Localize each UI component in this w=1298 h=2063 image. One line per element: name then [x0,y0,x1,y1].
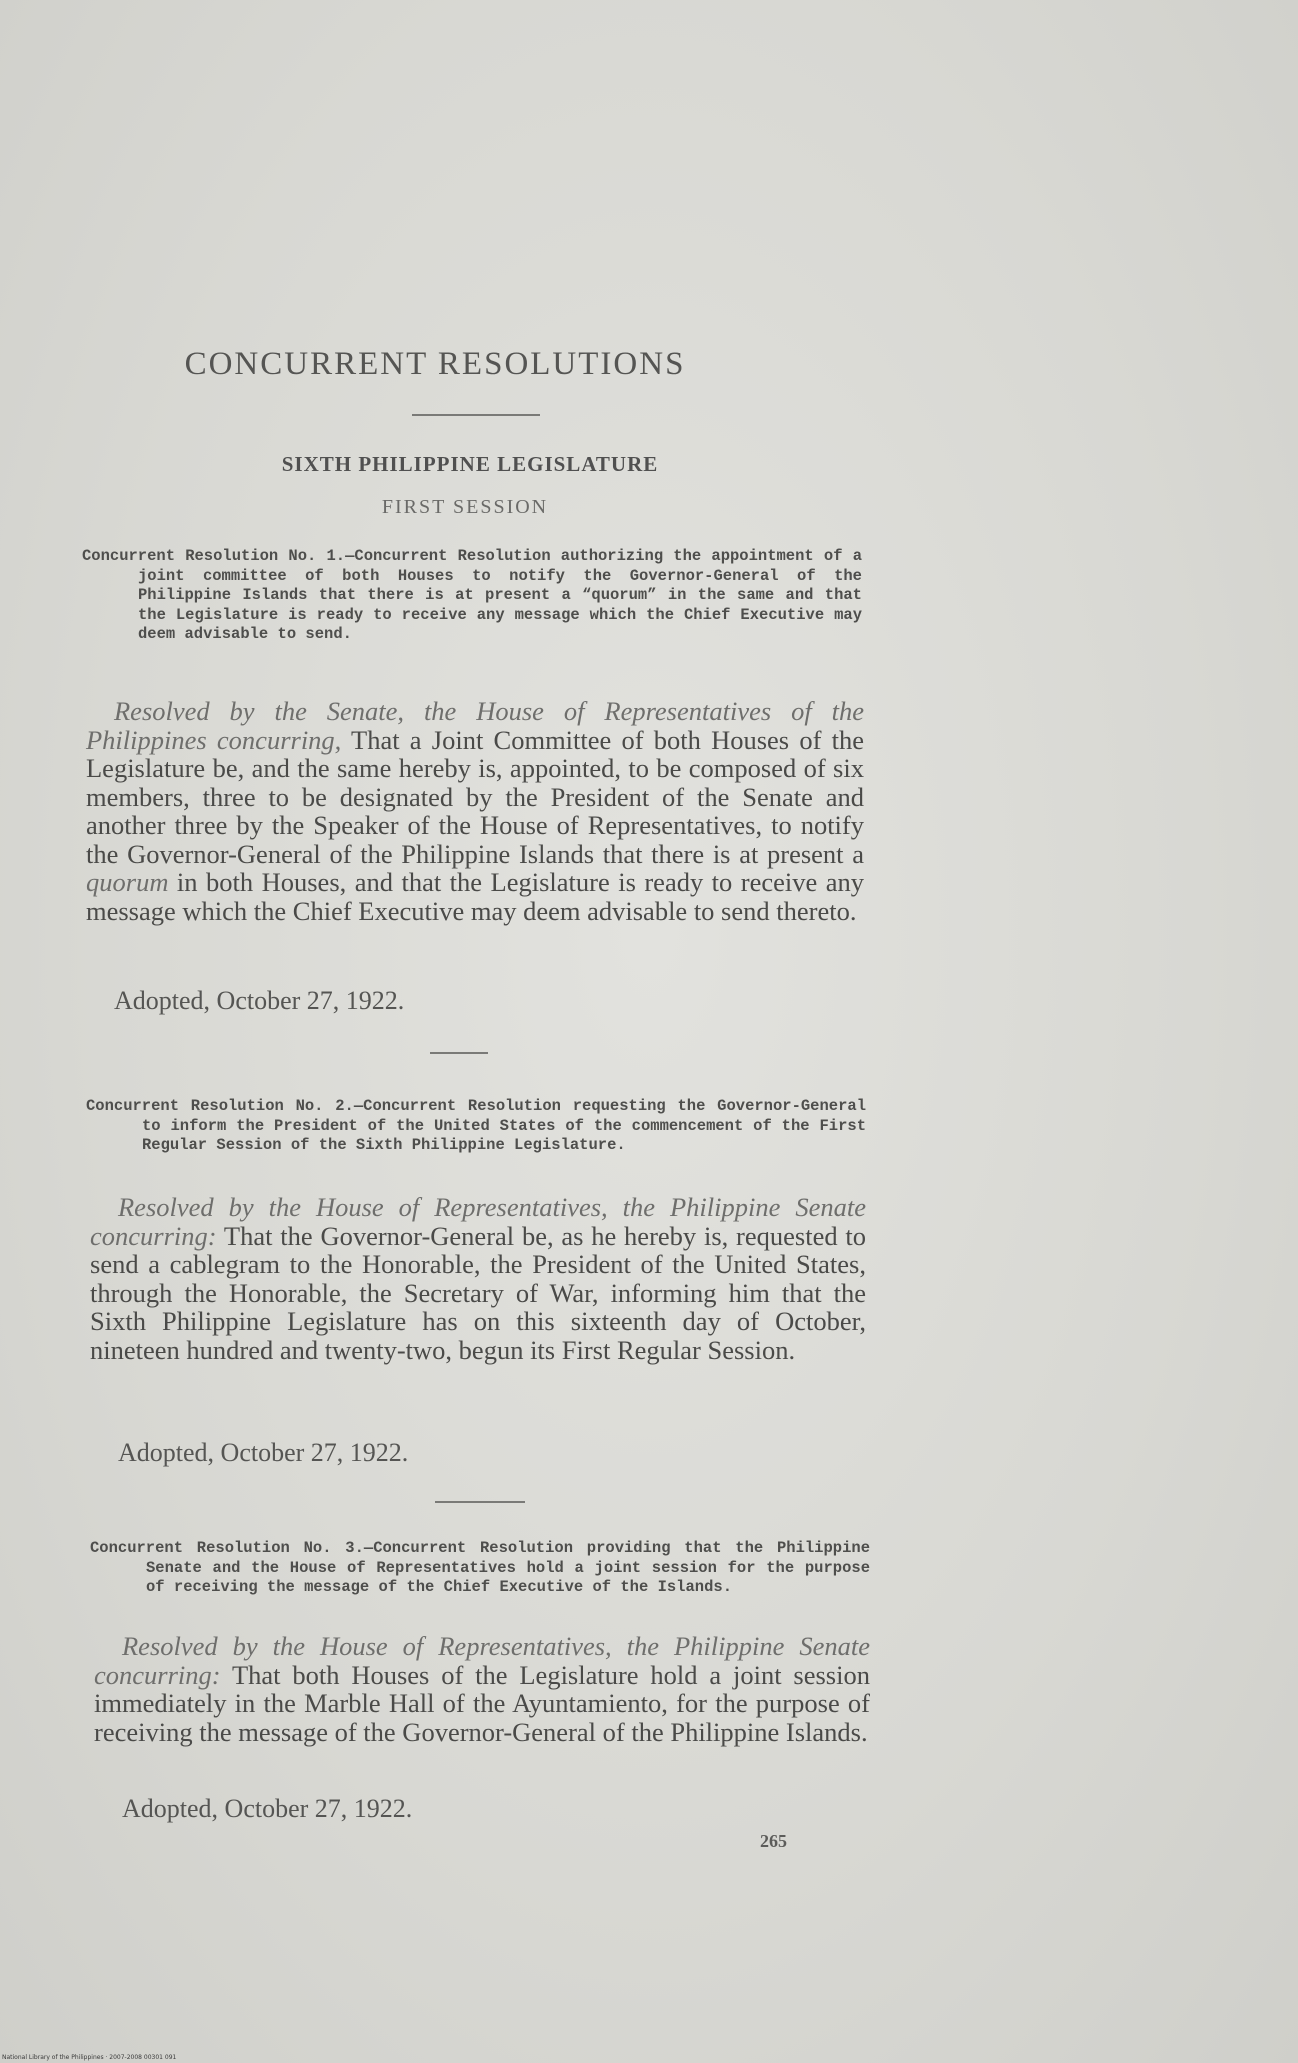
resolution-1-quorum: quorum [86,867,169,897]
title-divider [412,414,540,416]
resolution-1-preamble: Resolved by the Senate, the House of Representatives of the Philippines concurring, [86,696,864,755]
resolution-2-preamble: Resolved by the House of Representatives, the Philippine Senate concurring: [90,1192,866,1251]
resolution-2-summary [86,1097,866,1156]
resolution-2-body [90,1193,866,1364]
page-number: 265 [760,1831,787,1851]
resolution-1-summary-text: Concurrent Resolution No. 1.—Concurrent Resolution authorizing the appointment of a joint committee of both Houses to notify the Governor-General of the Philippine Islands that there is at present a “quorum” in the same and that the Legislature is ready to receive any message which the Chief Executive may deem advisable to send. [82,547,862,643]
legislature-heading: SIXTH PHILIPPINE LEGISLATURE [281,452,659,476]
resolution-3-summary [90,1539,870,1598]
resolution-2-adopted: Adopted, October 27, 1922. [118,1438,409,1467]
resolution-1-summary [82,547,862,645]
resolution-3-summary-text: Concurrent Resolution No. 3.—Concurrent Resolution providing that the Philippine Senate and the House of Representatives hold a joint session for the purpose of receiving the message of the Chief Executive of the Islands. [90,1539,870,1596]
resolution-2-text: That the Governor-General be, as he hereby is, requested to send a cablegram to the Honorable, the President of the United States, through the Honorable, the Secretary of War, informing him that the Sixth Philippine Legislature has on this sixteenth day of October, nineteen hundred and twenty-two, begun its First Regular Session. [90,1220,866,1365]
resolution-1-body [86,697,864,925]
page-title: CONCURRENT RESOLUTIONS [184,346,686,382]
resolution-3-text: That both Houses of the Legislature hold a joint session immediately in the Marble Hall of the Ayuntamiento, for the purpose of receiving the message of the Governor-General of the Philippine Islands. [94,1659,870,1747]
scan-footer: National Library of the Philippines · 2007-2008 00301 091 [2,2054,177,2061]
resolution-1-text-after: in both Houses, and that the Legislature is ready to receive any message which the Chief Executive may deem advisable to send thereto. [86,867,864,926]
resolution-2-summary-text: Concurrent Resolution No. 2.—Concurrent Resolution requesting the Governor-General to inform the President of the United States of the commencement of the First Regular Session of the Sixth Philippine Legislature. [86,1097,866,1154]
resolution-1-text-before: That a Joint Committee of both Houses of the Legislature be, and the same hereby is, appointed, to be composed of six members, three to be designated by the President of the Senate and another three by the Speaker of the House of Representatives, to notify the Governor-General of the Philippine Islands that there is at present a [86,724,864,869]
divider-1 [430,1052,488,1054]
session-heading: FIRST SESSION [381,496,549,518]
resolution-3-adopted: Adopted, October 27, 1922. [122,1794,413,1823]
resolution-3-body [94,1632,870,1746]
resolution-3-preamble: Resolved by the House of Representatives, the Philippine Senate concurring: [94,1631,870,1690]
divider-2 [435,1501,525,1503]
resolution-1-adopted: Adopted, October 27, 1922. [114,986,405,1015]
